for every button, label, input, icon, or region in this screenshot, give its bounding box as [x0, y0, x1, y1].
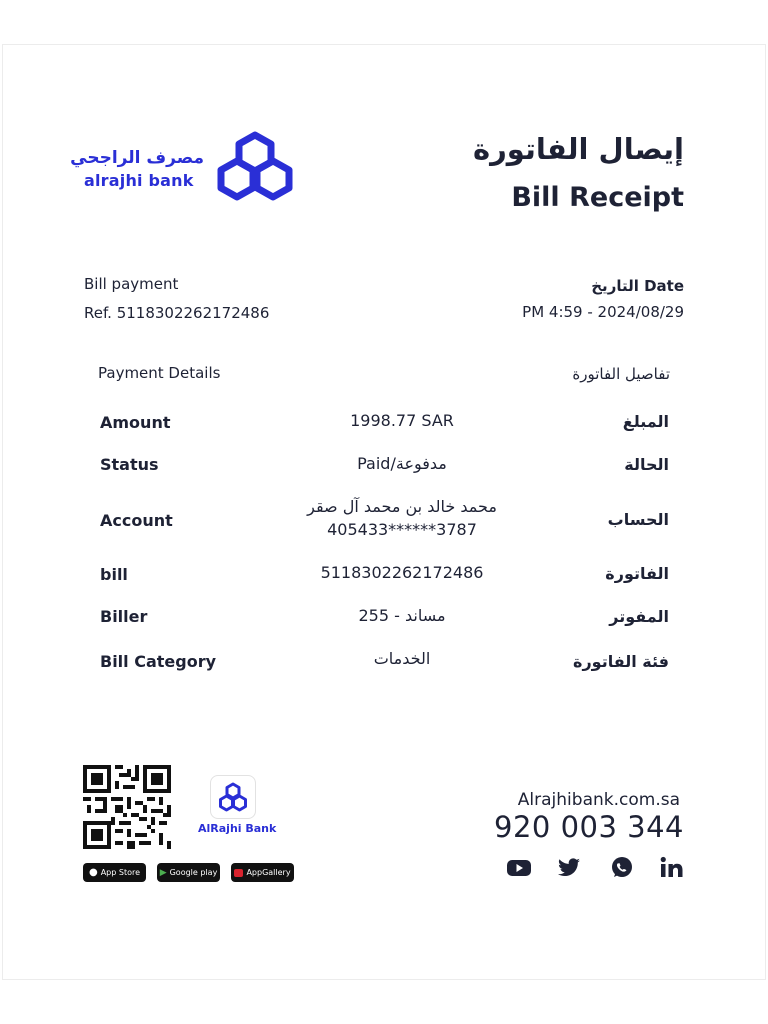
brand-name-ar: مصرف الراجحي — [70, 148, 204, 168]
twitter-icon[interactable] — [556, 855, 582, 879]
alrajhi-app-icon — [211, 776, 255, 818]
app-store-badge[interactable] — [83, 863, 146, 882]
biller-value: مساند - 255 — [358, 606, 446, 625]
google-play-icon: ▶ — [159, 867, 167, 878]
bill-value: 5118302262172486 — [320, 563, 484, 582]
apple-icon: ● — [88, 867, 98, 878]
whatsapp-icon[interactable] — [609, 855, 635, 879]
status-label-ar: الحالة — [624, 455, 669, 474]
amount-label: Amount — [100, 413, 171, 432]
linkedin-icon[interactable] — [659, 855, 685, 879]
appgallery-badge[interactable] — [231, 863, 294, 882]
status-value: مدفوعة/Paid — [357, 454, 447, 473]
phone-number[interactable]: 920 003 344 — [494, 810, 684, 844]
bill-category-label-ar: فئة الفاتورة — [573, 652, 669, 671]
bill-category-value: الخدمات — [373, 649, 431, 668]
youtube-icon[interactable] — [506, 855, 532, 879]
qr-code-icon — [83, 765, 171, 849]
amount-value: 1998.77 SAR — [350, 411, 454, 430]
biller-label: Biller — [100, 607, 148, 626]
bill-category-label: Bill Category — [100, 652, 217, 671]
account-label-ar: الحساب — [607, 510, 669, 529]
huawei-icon — [234, 869, 243, 877]
reference-number: Ref. 5118302262172486 — [84, 304, 270, 322]
website-link[interactable]: Alrajhibank.com.sa — [517, 790, 680, 810]
receipt-title-en: Bill Receipt — [511, 182, 684, 213]
biller-label-ar: المفوتر — [609, 607, 669, 626]
bill-label-ar: الفاتورة — [605, 564, 669, 583]
status-label: Status — [100, 455, 159, 474]
payment-type: Bill payment — [84, 275, 179, 293]
app-icon-tile[interactable] — [210, 775, 256, 819]
appgallery-label: AppGallery — [246, 868, 291, 877]
date-label: التاريخ Date — [591, 277, 684, 295]
alrajhi-logo-icon — [216, 130, 294, 202]
brand-name-en: alrajhi bank — [84, 171, 194, 190]
app-name-label: AlRajhi Bank — [198, 822, 277, 835]
bill-label: bill — [100, 565, 128, 584]
amount-label-ar: المبلغ — [622, 412, 669, 431]
google-play-label: Google play — [169, 868, 218, 877]
receipt-title-ar: إيصال الفاتورة — [472, 132, 684, 166]
account-label: Account — [100, 511, 173, 530]
app-store-label: App Store — [100, 868, 141, 877]
payment-details-heading-ar: تفاصيل الفاتورة — [572, 365, 670, 383]
account-number: 405433******3787 — [327, 520, 477, 539]
payment-details-heading: Payment Details — [98, 364, 221, 382]
account-holder-name: محمد خالد بن محمد آل صقر — [307, 497, 497, 516]
google-play-badge[interactable] — [157, 863, 220, 882]
date-value: PM 4:59 - 2024/08/29 — [522, 303, 684, 321]
